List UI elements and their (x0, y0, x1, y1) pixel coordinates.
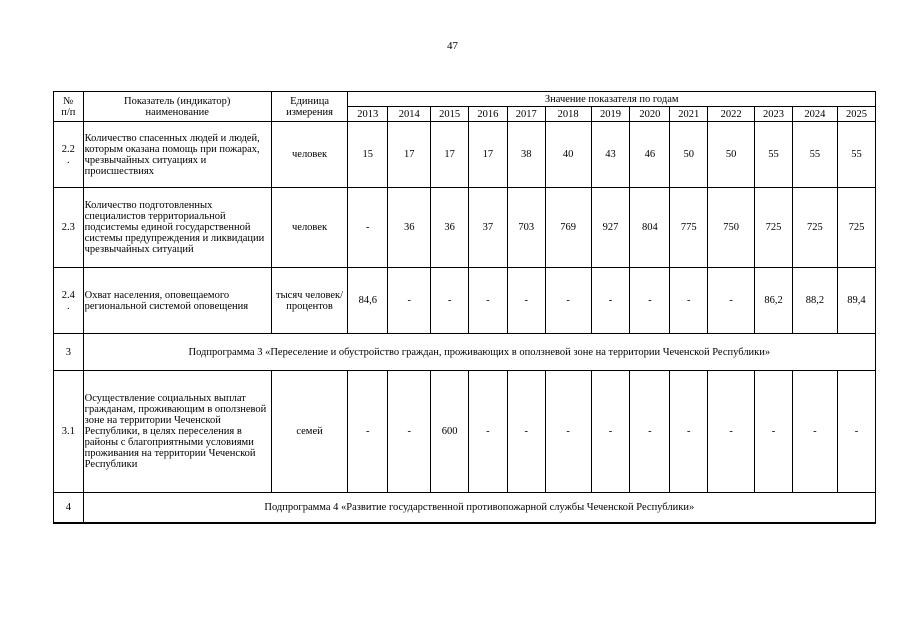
value-cell: 17 (468, 122, 507, 188)
header-year: 2017 (507, 107, 545, 122)
header-name-line2: наименование (145, 106, 209, 118)
value-cell: 38 (507, 122, 545, 188)
value-cell: 40 (545, 122, 591, 188)
value-cell: 804 (630, 188, 670, 268)
value-cell: - (837, 371, 875, 493)
unit-of-measure: человек (271, 122, 348, 188)
value-cell: 36 (431, 188, 469, 268)
value-cell: - (388, 268, 431, 334)
value-cell: 769 (545, 188, 591, 268)
value-cell: - (468, 371, 507, 493)
header-year: 2025 (837, 107, 875, 122)
value-cell: - (755, 371, 793, 493)
header-unit (271, 92, 348, 122)
value-cell: - (792, 371, 837, 493)
value-cell: 775 (670, 188, 708, 268)
value-cell: 89,4 (837, 268, 875, 334)
value-cell: - (545, 371, 591, 493)
subprogram-row (54, 334, 876, 371)
header-year: 2018 (545, 107, 591, 122)
value-cell: - (545, 268, 591, 334)
value-cell: - (348, 188, 388, 268)
value-cell: 43 (591, 122, 630, 188)
header-year: 2013 (348, 107, 388, 122)
header-unit-line1: Единица (290, 95, 329, 107)
value-cell: - (388, 371, 431, 493)
value-cell: 36 (388, 188, 431, 268)
header-num (54, 92, 84, 122)
indicators-table (53, 91, 876, 524)
header-year: 2016 (468, 107, 507, 122)
value-cell: - (708, 371, 755, 493)
indicator-name: Количество подготовленных специалистов территориальной подсистемы единой государственной системы предупреждения и ликвидации чрезвычайных ситуаций (83, 188, 271, 268)
value-cell: 55 (792, 122, 837, 188)
header-year: 2020 (630, 107, 670, 122)
unit-of-measure: семей (271, 371, 348, 493)
header-year: 2021 (670, 107, 708, 122)
value-cell: 15 (348, 122, 388, 188)
value-cell: - (630, 268, 670, 334)
value-cell: - (670, 371, 708, 493)
indicator-name: Осуществление социальных выплат гражданам, проживающим в оползневой зоне на территории Чеченской Республики, в целях переселения в районы с благоприятными условиями проживания на территории Чеченской Республики (83, 371, 271, 493)
value-cell: 37 (468, 188, 507, 268)
value-cell: - (348, 371, 388, 493)
subprogram-row (54, 493, 876, 523)
row-number: 3.1 (54, 371, 84, 493)
subprogram-title: Подпрограмма 4 «Развитие государственной противопожарной службы Чеченской Республики» (83, 493, 875, 523)
value-cell: - (630, 371, 670, 493)
value-cell: 725 (837, 188, 875, 268)
value-cell: 725 (792, 188, 837, 268)
unit-of-measure: человек (271, 188, 348, 268)
header-values-by-year: Значение показателя по годам (348, 92, 876, 107)
table-row (54, 122, 876, 188)
row-number: 4 (54, 493, 84, 523)
row-number: 2.2 . (54, 122, 84, 188)
value-cell: - (468, 268, 507, 334)
row-number: 3 (54, 334, 84, 371)
value-cell: 600 (431, 371, 469, 493)
row-number: 2.4 . (54, 268, 84, 334)
value-cell: 50 (708, 122, 755, 188)
header-row-top (54, 92, 876, 107)
value-cell: 703 (507, 188, 545, 268)
value-cell: - (591, 268, 630, 334)
header-name-line1: Показатель (индикатор) (124, 95, 231, 107)
header-year: 2015 (431, 107, 469, 122)
subprogram-title: Подпрограмма 3 «Переселение и обустройство граждан, проживающих в оползневой зоне на территории Чеченской Республики» (83, 334, 875, 371)
value-cell: 17 (388, 122, 431, 188)
indicator-name: Количество спасенных людей и людей, которым оказана помощь при пожарах, чрезвычайных ситуациях и происшествиях (83, 122, 271, 188)
page-number: 47 (447, 40, 458, 52)
header-year: 2023 (755, 107, 793, 122)
value-cell: 50 (670, 122, 708, 188)
header-year: 2022 (708, 107, 755, 122)
value-cell: 46 (630, 122, 670, 188)
row-number: 2.3 (54, 188, 84, 268)
header-year: 2019 (591, 107, 630, 122)
unit-of-measure: тысяч человек/ процентов (271, 268, 348, 334)
value-cell: 88,2 (792, 268, 837, 334)
header-num-line1: № (63, 95, 74, 107)
header-year: 2014 (388, 107, 431, 122)
header-year: 2024 (792, 107, 837, 122)
value-cell: - (670, 268, 708, 334)
value-cell: - (431, 268, 469, 334)
value-cell: 55 (755, 122, 793, 188)
value-cell: 750 (708, 188, 755, 268)
value-cell: - (591, 371, 630, 493)
value-cell: 86,2 (755, 268, 793, 334)
indicator-name: Охват населения, оповещаемого региональной системой оповещения (83, 268, 271, 334)
table-row (54, 371, 876, 493)
value-cell: 55 (837, 122, 875, 188)
value-cell: 84,6 (348, 268, 388, 334)
value-cell: - (507, 371, 545, 493)
value-cell: - (507, 268, 545, 334)
header-num-line2: п/п (61, 106, 76, 118)
table-row (54, 188, 876, 268)
value-cell: 927 (591, 188, 630, 268)
header-unit-line2: измерения (286, 106, 333, 118)
value-cell: 17 (431, 122, 469, 188)
value-cell: 725 (755, 188, 793, 268)
header-name (83, 92, 271, 122)
value-cell: - (708, 268, 755, 334)
table-row (54, 268, 876, 334)
